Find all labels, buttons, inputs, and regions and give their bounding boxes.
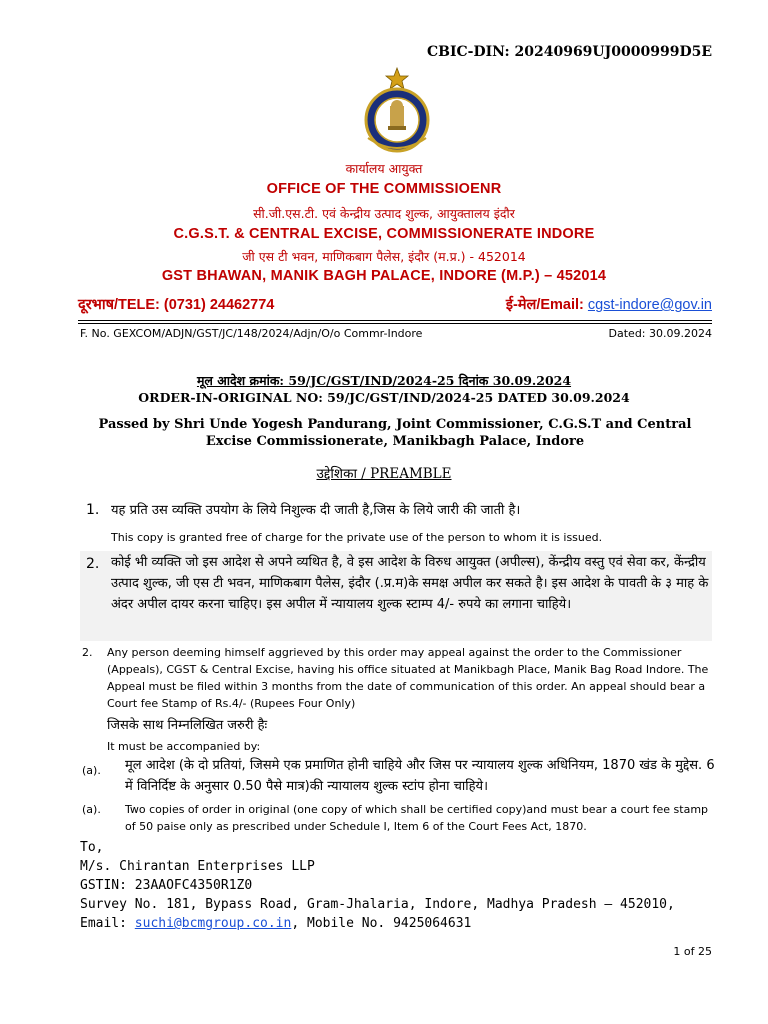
contact-row [78,294,712,316]
file-number: F. No. GEXCOM/ADJN/GST/JC/148/2024/Adjn/O/o Commr-Indore [80,327,423,340]
office-title: OFFICE OF THE COMMISSIOENR [266,181,502,197]
office-address: GST BHAWAN, MANIK BAGH PALACE, INDORE (M.P.) – 452014 [161,268,607,284]
telephone: दूरभाष/TELE: (0731) 24462774 [78,297,275,313]
addressee-block [80,838,675,933]
item-label: (a). [82,803,101,816]
to-label: To, [80,840,104,855]
para-1-english: This copy is granted free of charge for the private use of the person to whom it is issued. [111,531,603,544]
page-number: 1 of 25 [673,945,712,958]
addressee-contact: Email: suchi@bcmgroup.co.in, Mobile No. 9425064631 [80,916,472,931]
item-label: (a). [82,764,101,777]
divider [78,320,712,321]
file-date: Dated: 30.09.2024 [608,327,712,340]
item-a-hindi: मूल आदेश (के दो प्रतियां, जिसमे एक प्रमाणित होनी चाहिये और जिस पर न्यायालय शुल्क अधिनियम, 1870 खंड के मुद्देस. 6 में विनिर्दिष्ट के अनुसार 0.50 पैसे मात्र)की न्यायालय शुल्क स्टांप होना चाहिये। [125,758,715,794]
para-2-english: Any person deeming himself aggrieved by this order may appeal against the order to the Commissioner (Appeals), CGST & Central Excise, having his office situated at Manikbagh Place, Manik Bag Road Indore. The Appeal must be filed within 3 months from the date of communication of this order. An appeal should bear a Court fee Stamp of Rs.4/- (Rupees Four Only) [107,646,709,710]
accompaniment-hindi: जिसके साथ निम्नलिखित जरुरी हैः [107,718,268,733]
addressee-email-link[interactable]: suchi@bcmgroup.co.in [134,916,292,931]
preamble-heading: उद्देशिका / PREAMBLE [316,466,452,482]
para-2-hindi: कोई भी व्यक्ति जो इस आदेश से अपने व्यथित है, वे इस आदेश के विरुध आयुक्त (अपील्स), केंन्द्रीय वस्तु एवं सेवा कर, केंन्द्रीय उत्पाद शुल्क, जी एस टी भवन, माणिकबाग पैलेस, इंदौर (.प्र.म)के समक्ष अपील कर सकते है। इस आदेश के पावती के ३ माह के अंदर अपील दायर करना चाहिए। इस अपील में न्यायालय शुल्क स्टाम्प 4/- रुपये का लगाना चाहिये। [111,555,709,612]
hindi-address: जी एस टी भवन, माणिकबाग पैलेस, इंदौर (म.प्र.) - 452014 [242,249,526,264]
cbic-din: CBIC-DIN: 20240969UJ0000999D5E [426,44,712,60]
addressee-address: Survey No. 181, Bypass Road, Gram-Jhalaria, Indore, Madhya Pradesh – 452010, [80,897,675,912]
hindi-office-title: कार्यालय आयुक्त [345,161,423,176]
addressee-name: M/s. Chirantan Enterprises LLP [80,859,315,874]
commissionerate-title: C.G.S.T. & CENTRAL EXCISE, COMMISSIONERATE INDORE [173,226,595,242]
cbic-emblem-logo [360,66,434,154]
divider [78,323,712,324]
order-in-original-number: ORDER-IN-ORIGINAL NO: 59/JC/GST/IND/2024-25 DATED 30.09.2024 [138,390,630,405]
para-number: 2. [86,556,100,572]
hindi-order-number: मूल आदेश क्रमांक: 59/JC/GST/IND/2024-25 दिनांक 30.09.2024 [196,373,572,388]
item-a-english: Two copies of order in original (one copy of which shall be certified copy)and must bear a court fee stamp of 50 paise only as prescribed under Schedule I, Item 6 of the Court Fees Act, 1870. [125,803,709,833]
email-block [506,294,712,314]
hindi-commissionerate: सी.जी.एस.टी. एवं केन्द्रीय उत्पाद शुल्क, आयुक्तालय इंदौर [253,206,515,221]
office-email-link[interactable]: cgst-indore@gov.in [587,297,712,313]
email-label: ई-मेल/Email: [505,297,584,313]
addressee-gstin: GSTIN: 23AAOFC4350R1Z0 [80,878,253,893]
accompaniment-english: It must be accompanied by: [107,740,261,753]
para-1-hindi: यह प्रति उस व्यक्ति उपयोग के लिये निशुल्क दी जाती है,जिस के लिये जारी की जाती है। [111,503,521,518]
passed-by: Passed by Shri Unde Yogesh Pandurang, Joint Commissioner, C.G.S.T and Central Excise Commissionerate, Manikbagh Palace, Indore [98,417,692,449]
para-number: 1. [86,502,100,518]
para-number: 2. [82,646,93,659]
